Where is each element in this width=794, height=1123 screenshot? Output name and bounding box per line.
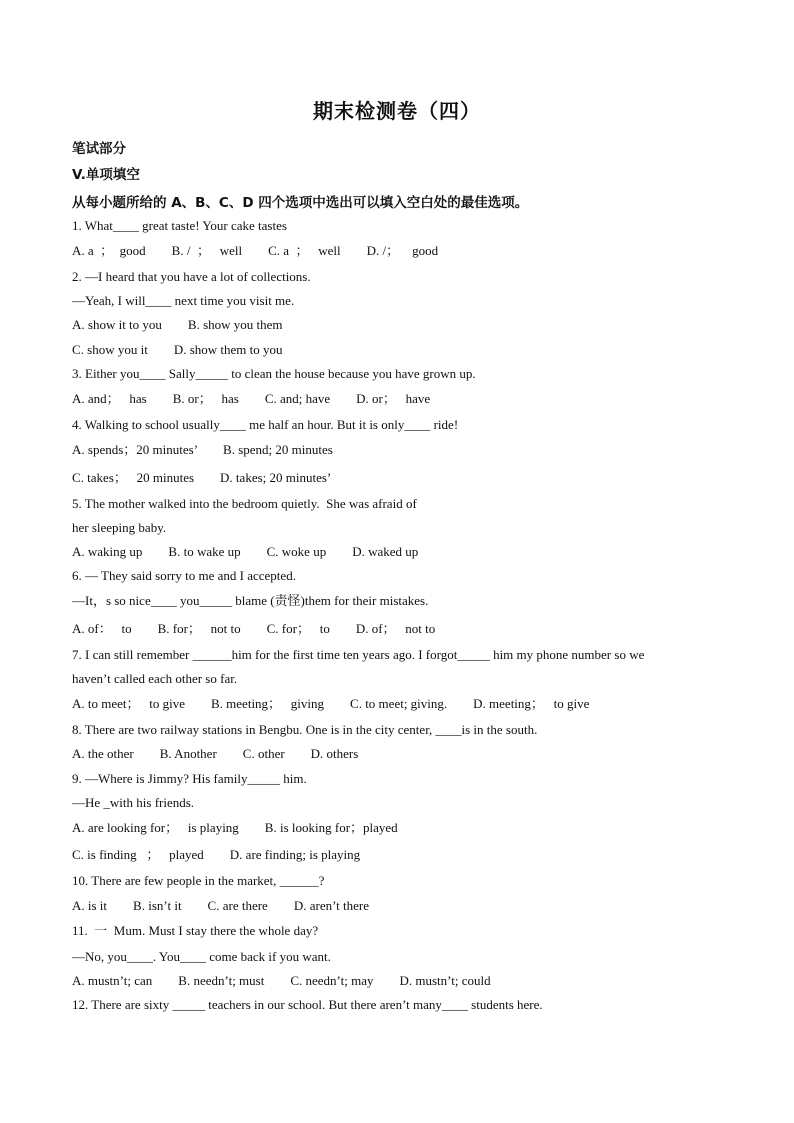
question-2-line-2: —Yeah, I will____ next time you visit me. [72, 293, 295, 308]
question-9: 9. —Where is Jimmy? His family_____ him. [72, 771, 307, 786]
question-11-line-2: —No, you____. You____ come back if you want. [72, 949, 331, 964]
question-7-options: A. to meet； to give B. meeting； giving C. to meet; giving. D. meeting； to give [72, 696, 590, 711]
question-9-line-2: —He _with his friends. [72, 795, 195, 810]
question-4: 4. Walking to school usually____ me half an hour. But it is only____ ride! [72, 417, 459, 432]
question-8: 8. There are two railway stations in Bengbu. One is in the city center, ____is in the south. [72, 722, 538, 737]
question-5: 5. The mother walked into the bedroom quietly. She was afraid of [72, 496, 417, 511]
instruction-text: 从每小题所给的 A、B、C、D 四个选项中选出可以填入空白处的最佳选项。 [72, 195, 529, 211]
question-8-options: A. the other B. Another C. other D. others [72, 746, 359, 761]
question-3-options: A. and； has B. or； has C. and; have D. or； have [72, 391, 431, 406]
question-5-line-2: her sleeping baby. [72, 520, 167, 535]
question-1: 1. What____ great taste! Your cake tastes [72, 218, 287, 233]
question-10-options: A. is it B. isn’t it C. are there D. aren’t there [72, 898, 370, 913]
section-heading-single-choice: V.单项填空 [72, 167, 140, 183]
question-9-options-a-b: A. are looking for； is playing B. is looking for；played [72, 820, 398, 835]
question-4-options-a-b: A. spends；20 minutes’ B. spend; 20 minutes [72, 442, 333, 457]
question-7-line-2: haven’t called each other so far. [72, 671, 238, 686]
question-2-options-a-b: A. show it to you B. show you them [72, 317, 283, 332]
question-1-options: A. a ； good B. / ； well C. a ； well D. /； good [72, 243, 439, 258]
question-11-options: A. mustn’t; can B. needn’t; must C. needn’t; may D. mustn’t; could [72, 973, 491, 988]
question-9-options-c-d: C. is finding ； played D. are finding; is playing [72, 847, 361, 862]
question-6: 6. — They said sorry to me and I accepted. [72, 568, 296, 583]
question-6-line-2: —It，s so nice____ you_____ blame (责怪)them for their mistakes. [72, 593, 429, 608]
page-title: 期末检测卷（四） [313, 99, 481, 123]
question-11: 11. 一 Mum. Must I stay there the whole day? [72, 923, 319, 938]
question-6-options: A. of： to B. for； not to C. for； to D. of； not to [72, 621, 436, 636]
question-2-options-c-d: C. show you it D. show them to you [72, 342, 283, 357]
question-2: 2. —I heard that you have a lot of collections. [72, 269, 311, 284]
question-12: 12. There are sixty _____ teachers in our school. But there aren’t many____ students here. [72, 997, 543, 1012]
question-7: 7. I can still remember ______him for the first time ten years ago. I forgot_____ him my phone number so we [72, 647, 645, 662]
question-5-options: A. waking up B. to wake up C. woke up D. waked up [72, 544, 419, 559]
section-heading-written: 笔试部分 [72, 141, 126, 157]
question-4-options-c-d: C. takes； 20 minutes D. takes; 20 minutes’ [72, 470, 332, 485]
question-3: 3. Either you____ Sally_____ to clean the house because you have grown up. [72, 366, 476, 381]
question-10: 10. There are few people in the market, ______? [72, 873, 325, 888]
